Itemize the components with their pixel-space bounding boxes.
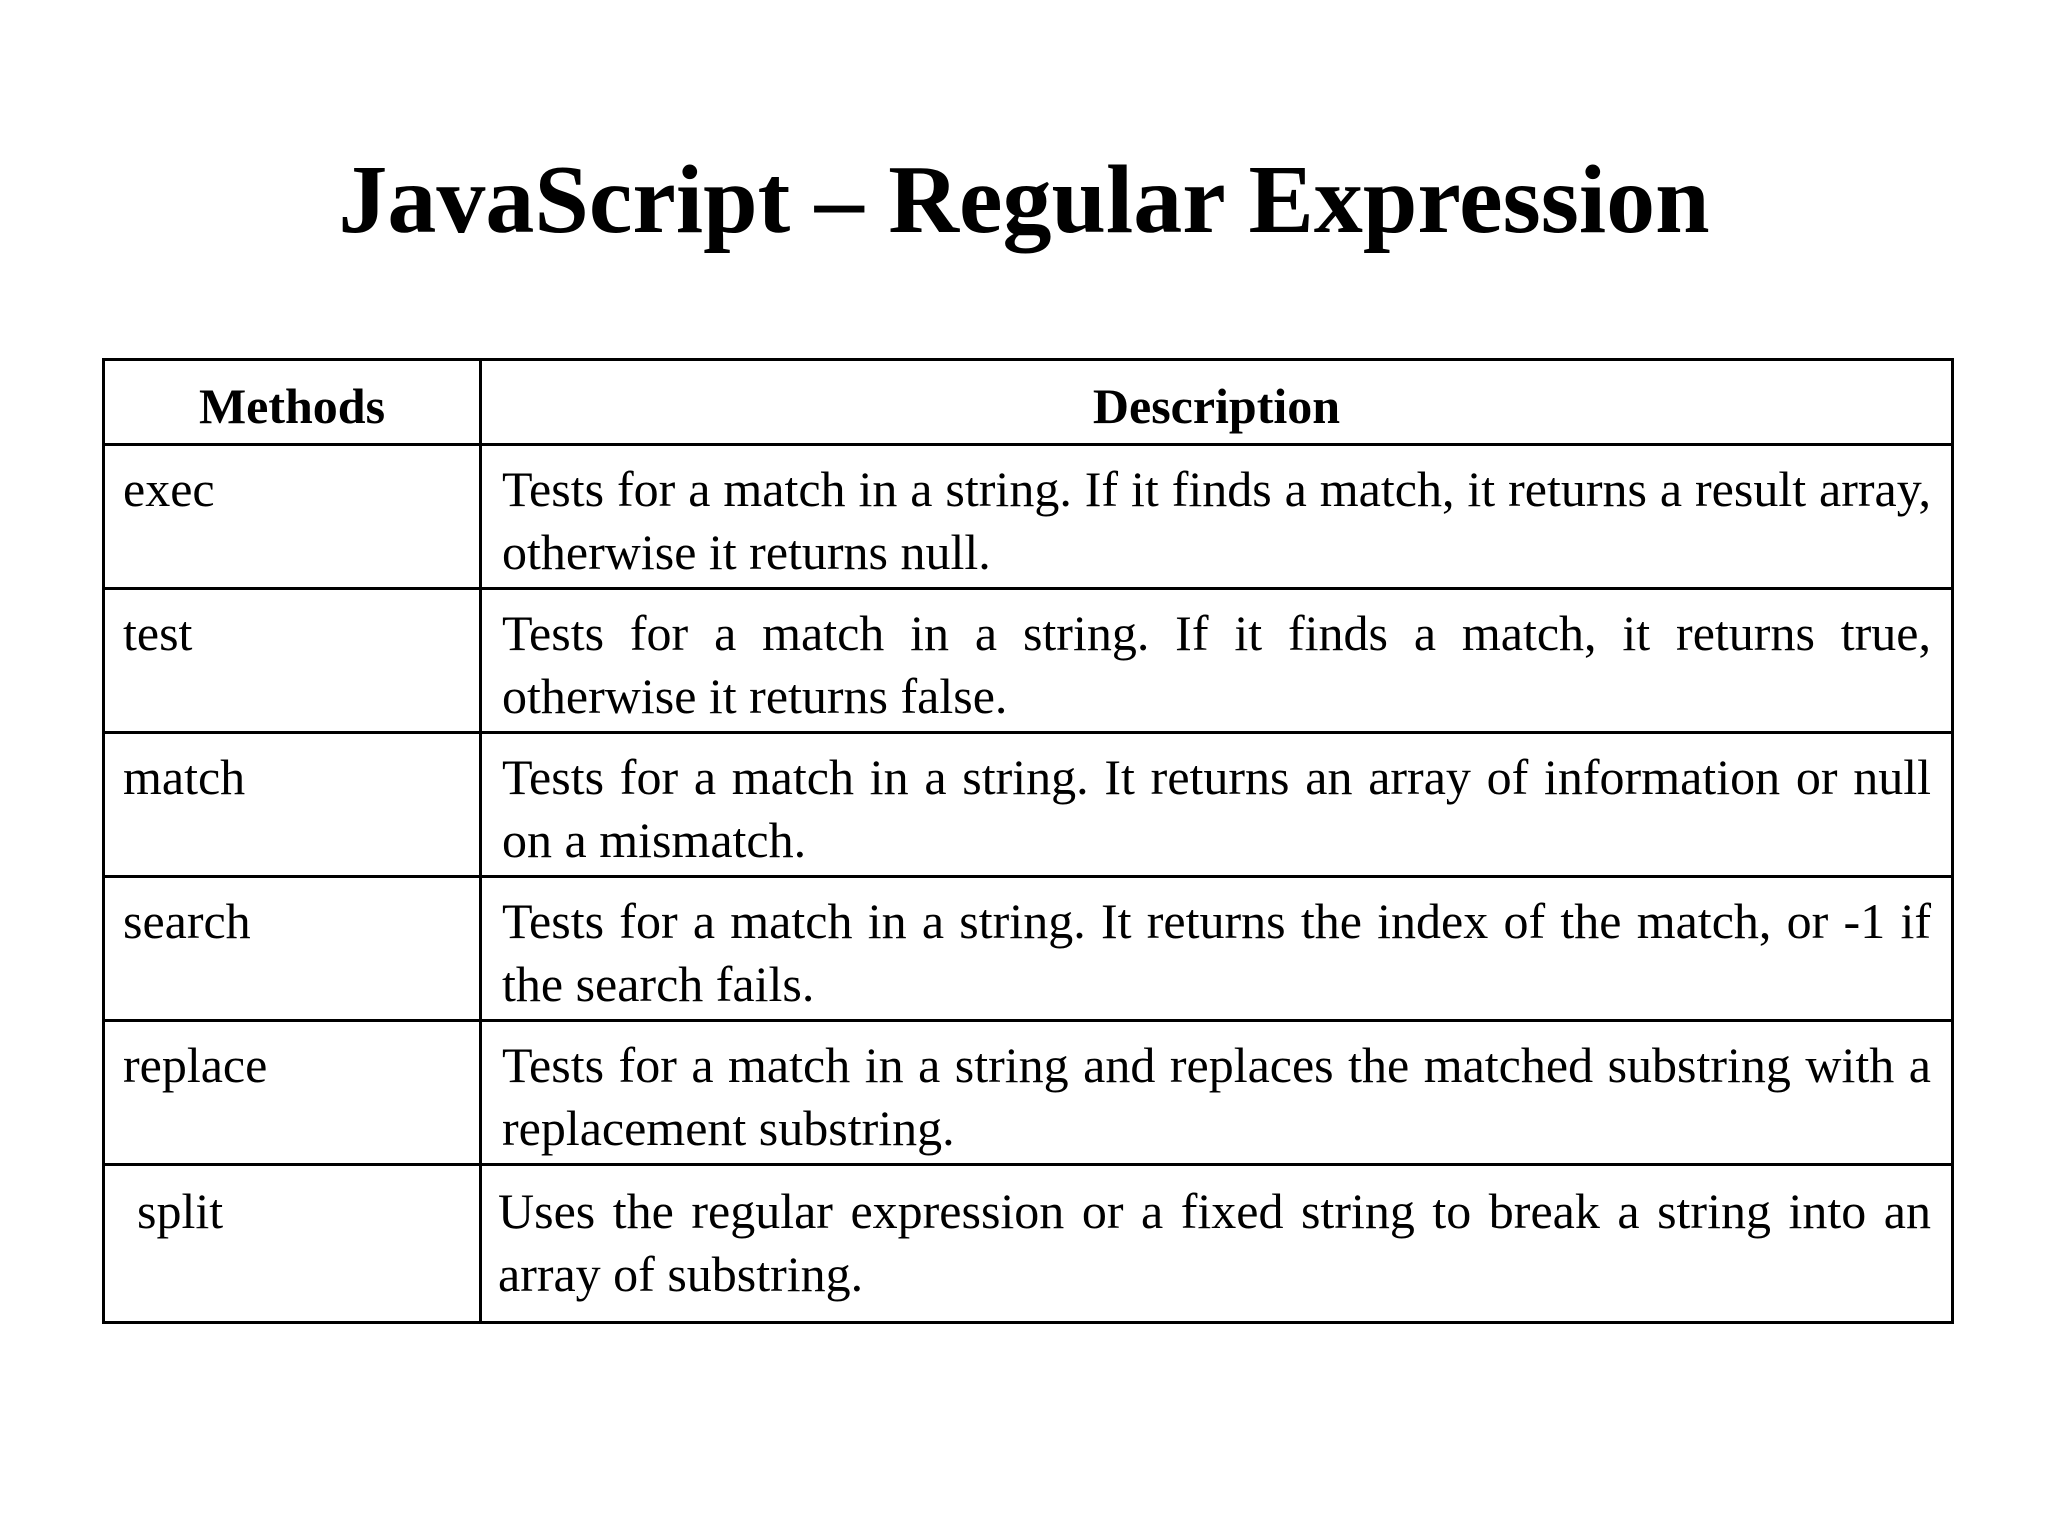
method-description: Tests for a match in a string. If it finds a match, it returns a result array, otherwise it returns null. [481, 445, 1953, 589]
method-description: Tests for a match in a string and replaces the matched substring with a replacement substring. [481, 1021, 1953, 1165]
method-description: Tests for a match in a string. If it finds a match, it returns true, otherwise it returns false. [481, 589, 1953, 733]
column-header-methods: Methods [104, 360, 481, 445]
table-row-split [104, 1165, 1953, 1323]
method-name: match [104, 733, 481, 877]
method-name: test [104, 589, 481, 733]
table-row-match [104, 733, 1953, 877]
method-description: Uses the regular expression or a fixed string to break a string into an array of substring. [481, 1165, 1953, 1323]
method-description: Tests for a match in a string. It returns an array of information or null on a mismatch. [481, 733, 1953, 877]
method-description: Tests for a match in a string. It returns the index of the match, or -1 if the search fails. [481, 877, 1953, 1021]
methods-table [102, 358, 1954, 1324]
table-row-replace [104, 1021, 1953, 1165]
table-row-exec [104, 445, 1953, 589]
method-name: exec [104, 445, 481, 589]
table-row-test [104, 589, 1953, 733]
page-title: JavaScript – Regular Expression [338, 146, 1710, 254]
method-name: search [104, 877, 481, 1021]
table-header-row [104, 360, 1953, 445]
column-header-description: Description [481, 360, 1953, 445]
method-name: replace [104, 1021, 481, 1165]
table-row-search [104, 877, 1953, 1021]
method-name: split [104, 1165, 481, 1323]
